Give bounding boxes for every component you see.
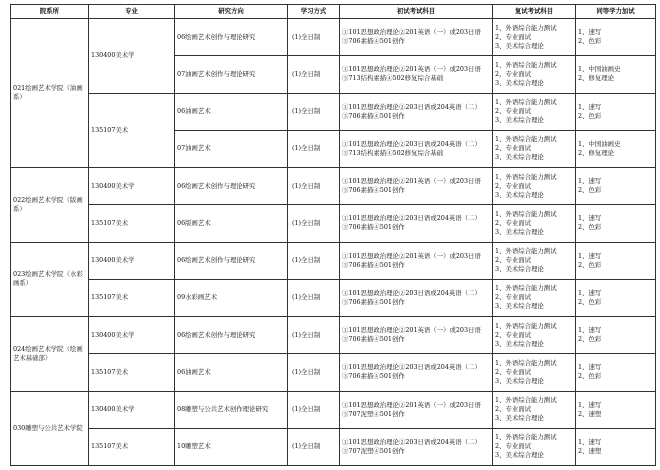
header-retest-exam: 复试考试科目 xyxy=(493,5,576,19)
department-cell: 030雕塑与公共艺术学院 xyxy=(11,391,89,466)
equivalent-exam-cell-text: 1、速写 2、色彩 xyxy=(578,177,602,195)
preliminary-exam-cell-text: ①101思想政治理论②201英语（一）或203日语 ③706素描④501创作 xyxy=(342,326,481,344)
preliminary-exam-cell-text: ①101思想政治理论②201英语（一）或203日语 ③707泥塑④501创作 xyxy=(342,400,481,418)
preliminary-exam-cell xyxy=(340,168,493,205)
preliminary-exam-cell xyxy=(340,205,493,242)
study-mode-cell: (1)全日制 xyxy=(288,205,340,242)
retest-exam-cell xyxy=(493,205,576,242)
equivalent-exam-cell xyxy=(576,168,656,205)
study-mode-cell: (1)全日制 xyxy=(288,168,340,205)
equivalent-exam-cell xyxy=(576,279,656,316)
retest-exam-cell-text: 1、外语综合能力测试 2、专业面试 3、美术综合理论 xyxy=(495,284,557,311)
table-row xyxy=(11,205,656,242)
study-mode-cell: (1)全日制 xyxy=(288,317,340,354)
direction-cell: 08雕塑与公共艺术创作理论研究 xyxy=(175,391,288,428)
retest-exam-cell xyxy=(493,279,576,316)
direction-cell: 07油画艺术 xyxy=(175,130,288,167)
equivalent-exam-cell-text: 1、速写 2、色彩 xyxy=(578,102,602,120)
equivalent-exam-cell xyxy=(576,130,656,167)
preliminary-exam-cell xyxy=(340,242,493,279)
equivalent-exam-cell-text: 1、速写 2、色彩 xyxy=(578,288,602,306)
preliminary-exam-cell-text: ①101思想政治理论②203日语或204英语（二） ③706素描④501创作 xyxy=(342,102,481,120)
preliminary-exam-cell-text: ①101思想政治理论②203日语或204英语（二） ③706素描④501创作 xyxy=(342,288,481,306)
admissions-table xyxy=(10,4,656,466)
equivalent-exam-cell xyxy=(576,317,656,354)
header-direction: 研究方向 xyxy=(175,5,288,19)
major-cell: 130400美术学 xyxy=(89,242,175,279)
retest-exam-cell-text: 1、外语综合能力测试 2、专业面试 3、美术综合理论 xyxy=(495,23,557,50)
direction-cell: 06绘画艺术创作与理论研究 xyxy=(175,317,288,354)
retest-exam-cell-text: 1、外语综合能力测试 2、专业面试 3、美术综合理论 xyxy=(495,209,557,236)
major-cell: 130400美术学 xyxy=(89,391,175,428)
department-cell: 023绘画艺术学院（水彩画系） xyxy=(11,242,89,317)
preliminary-exam-cell-text: ①101思想政治理论②203日语或204英语（二） ③707泥塑④501创作 xyxy=(342,437,481,455)
header-preliminary-exam: 初试考试科目 xyxy=(340,5,493,19)
department-cell: 024绘画艺术学院（绘画艺术基础部） xyxy=(11,317,89,392)
direction-cell: 06油画艺术 xyxy=(175,93,288,130)
table-row xyxy=(11,354,656,391)
preliminary-exam-cell-text: ①101思想政治理论②201英语（一）或203日语 ③706素描④501创作 xyxy=(342,177,481,195)
equivalent-exam-cell xyxy=(576,391,656,428)
preliminary-exam-cell-text: ①101思想政治理论②203日语或204英语（二） ③713结构素描④502修复综合基础 xyxy=(342,139,481,157)
major-cell: 135107美术 xyxy=(89,428,175,465)
study-mode-cell: (1)全日制 xyxy=(288,19,340,56)
study-mode-cell: (1)全日制 xyxy=(288,242,340,279)
major-cell: 130400美术学 xyxy=(89,317,175,354)
preliminary-exam-cell-text: ①101思想政治理论②201英语（一）或203日语 ③706素描④501创作 xyxy=(342,251,481,269)
retest-exam-cell-text: 1、外语综合能力测试 2、专业面试 3、美术综合理论 xyxy=(495,433,557,460)
equivalent-exam-cell-text: 1、速写 2、色彩 xyxy=(578,326,602,344)
retest-exam-cell-text: 1、外语综合能力测试 2、专业面试 3、美术综合理论 xyxy=(495,358,557,385)
retest-exam-cell-text: 1、外语综合能力测试 2、专业面试 3、美术综合理论 xyxy=(495,98,557,125)
preliminary-exam-cell-text: ①101思想政治理论②201英语（一）或203日语 ③713结构素描④502修复综合基础 xyxy=(342,65,481,83)
header-major: 专业 xyxy=(89,5,175,19)
table-body xyxy=(11,19,656,466)
direction-cell: 06绘画艺术创作与理论研究 xyxy=(175,242,288,279)
major-cell: 135107美术 xyxy=(89,354,175,391)
retest-exam-cell xyxy=(493,130,576,167)
equivalent-exam-cell xyxy=(576,93,656,130)
study-mode-cell: (1)全日制 xyxy=(288,279,340,316)
major-cell: 130400美术学 xyxy=(89,19,175,94)
major-cell: 135107美术 xyxy=(89,279,175,316)
table-row xyxy=(11,317,656,354)
study-mode-cell: (1)全日制 xyxy=(288,391,340,428)
retest-exam-cell xyxy=(493,391,576,428)
header-study-mode: 学习方式 xyxy=(288,5,340,19)
equivalent-exam-cell-text: 1、速写 2、色彩 xyxy=(578,28,602,46)
department-cell: 021绘画艺术学院（油画系） xyxy=(11,19,89,168)
retest-exam-cell xyxy=(493,56,576,93)
retest-exam-cell-text: 1、外语综合能力测试 2、专业面试 3、美术综合理论 xyxy=(495,60,557,87)
retest-exam-cell xyxy=(493,428,576,465)
direction-cell: 06绘画艺术创作与理论研究 xyxy=(175,19,288,56)
equivalent-exam-cell xyxy=(576,56,656,93)
study-mode-cell: (1)全日制 xyxy=(288,354,340,391)
preliminary-exam-cell-text: ①101思想政治理论②203日语或204英语（二） ③706素描④501创作 xyxy=(342,363,481,381)
table-row xyxy=(11,168,656,205)
equivalent-exam-cell xyxy=(576,428,656,465)
header-equivalent-exam: 同等学力加试 xyxy=(576,5,656,19)
equivalent-exam-cell xyxy=(576,19,656,56)
preliminary-exam-cell xyxy=(340,317,493,354)
preliminary-exam-cell xyxy=(340,130,493,167)
preliminary-exam-cell xyxy=(340,428,493,465)
preliminary-exam-cell xyxy=(340,354,493,391)
header-department: 院系所 xyxy=(11,5,89,19)
direction-cell: 06油画艺术 xyxy=(175,354,288,391)
retest-exam-cell xyxy=(493,19,576,56)
header-row xyxy=(11,5,656,19)
preliminary-exam-cell xyxy=(340,93,493,130)
retest-exam-cell xyxy=(493,317,576,354)
major-cell: 135107美术 xyxy=(89,93,175,168)
study-mode-cell: (1)全日制 xyxy=(288,428,340,465)
table-row xyxy=(11,279,656,316)
equivalent-exam-cell-text: 1、速写 2、色彩 xyxy=(578,214,602,232)
equivalent-exam-cell xyxy=(576,242,656,279)
study-mode-cell: (1)全日制 xyxy=(288,93,340,130)
equivalent-exam-cell-text: 1、速写 2、速塑 xyxy=(578,437,602,455)
equivalent-exam-cell-text: 1、速写 2、色彩 xyxy=(578,363,602,381)
equivalent-exam-cell xyxy=(576,354,656,391)
retest-exam-cell-text: 1、外语综合能力测试 2、专业面试 3、美术综合理论 xyxy=(495,135,557,162)
equivalent-exam-cell-text: 1、中国油画史 2、修复理论 xyxy=(578,139,621,157)
major-cell: 130400美术学 xyxy=(89,168,175,205)
retest-exam-cell-text: 1、外语综合能力测试 2、专业面试 3、美术综合理论 xyxy=(495,321,557,348)
retest-exam-cell-text: 1、外语综合能力测试 2、专业面试 3、美术综合理论 xyxy=(495,247,557,274)
direction-cell: 06绘画艺术创作与理论研究 xyxy=(175,168,288,205)
table-row xyxy=(11,242,656,279)
table-row xyxy=(11,391,656,428)
retest-exam-cell xyxy=(493,168,576,205)
retest-exam-cell xyxy=(493,93,576,130)
equivalent-exam-cell-text: 1、速写 2、色彩 xyxy=(578,251,602,269)
retest-exam-cell xyxy=(493,242,576,279)
preliminary-exam-cell xyxy=(340,56,493,93)
department-cell: 022绘画艺术学院（版画系） xyxy=(11,168,89,243)
table-row xyxy=(11,428,656,465)
retest-exam-cell xyxy=(493,354,576,391)
equivalent-exam-cell xyxy=(576,205,656,242)
table-row xyxy=(11,93,656,130)
major-cell: 135107美术 xyxy=(89,205,175,242)
preliminary-exam-cell xyxy=(340,19,493,56)
preliminary-exam-cell xyxy=(340,279,493,316)
equivalent-exam-cell-text: 1、速写 2、速塑 xyxy=(578,400,602,418)
study-mode-cell: (1)全日制 xyxy=(288,56,340,93)
equivalent-exam-cell-text: 1、中国油画史 2、修复理论 xyxy=(578,65,621,83)
direction-cell: 06版画艺术 xyxy=(175,205,288,242)
study-mode-cell: (1)全日制 xyxy=(288,130,340,167)
direction-cell: 09水彩画艺术 xyxy=(175,279,288,316)
preliminary-exam-cell-text: ①101思想政治理论②201英语（一）或203日语 ③706素描④501创作 xyxy=(342,28,481,46)
preliminary-exam-cell-text: ①101思想政治理论②203日语或204英语（二） ③706素描④501创作 xyxy=(342,214,481,232)
retest-exam-cell-text: 1、外语综合能力测试 2、专业面试 3、美术综合理论 xyxy=(495,172,557,199)
table-row xyxy=(11,19,656,56)
direction-cell: 10雕塑艺术 xyxy=(175,428,288,465)
retest-exam-cell-text: 1、外语综合能力测试 2、专业面试 3、美术综合理论 xyxy=(495,396,557,423)
direction-cell: 07油画艺术创作与理论研究 xyxy=(175,56,288,93)
preliminary-exam-cell xyxy=(340,391,493,428)
